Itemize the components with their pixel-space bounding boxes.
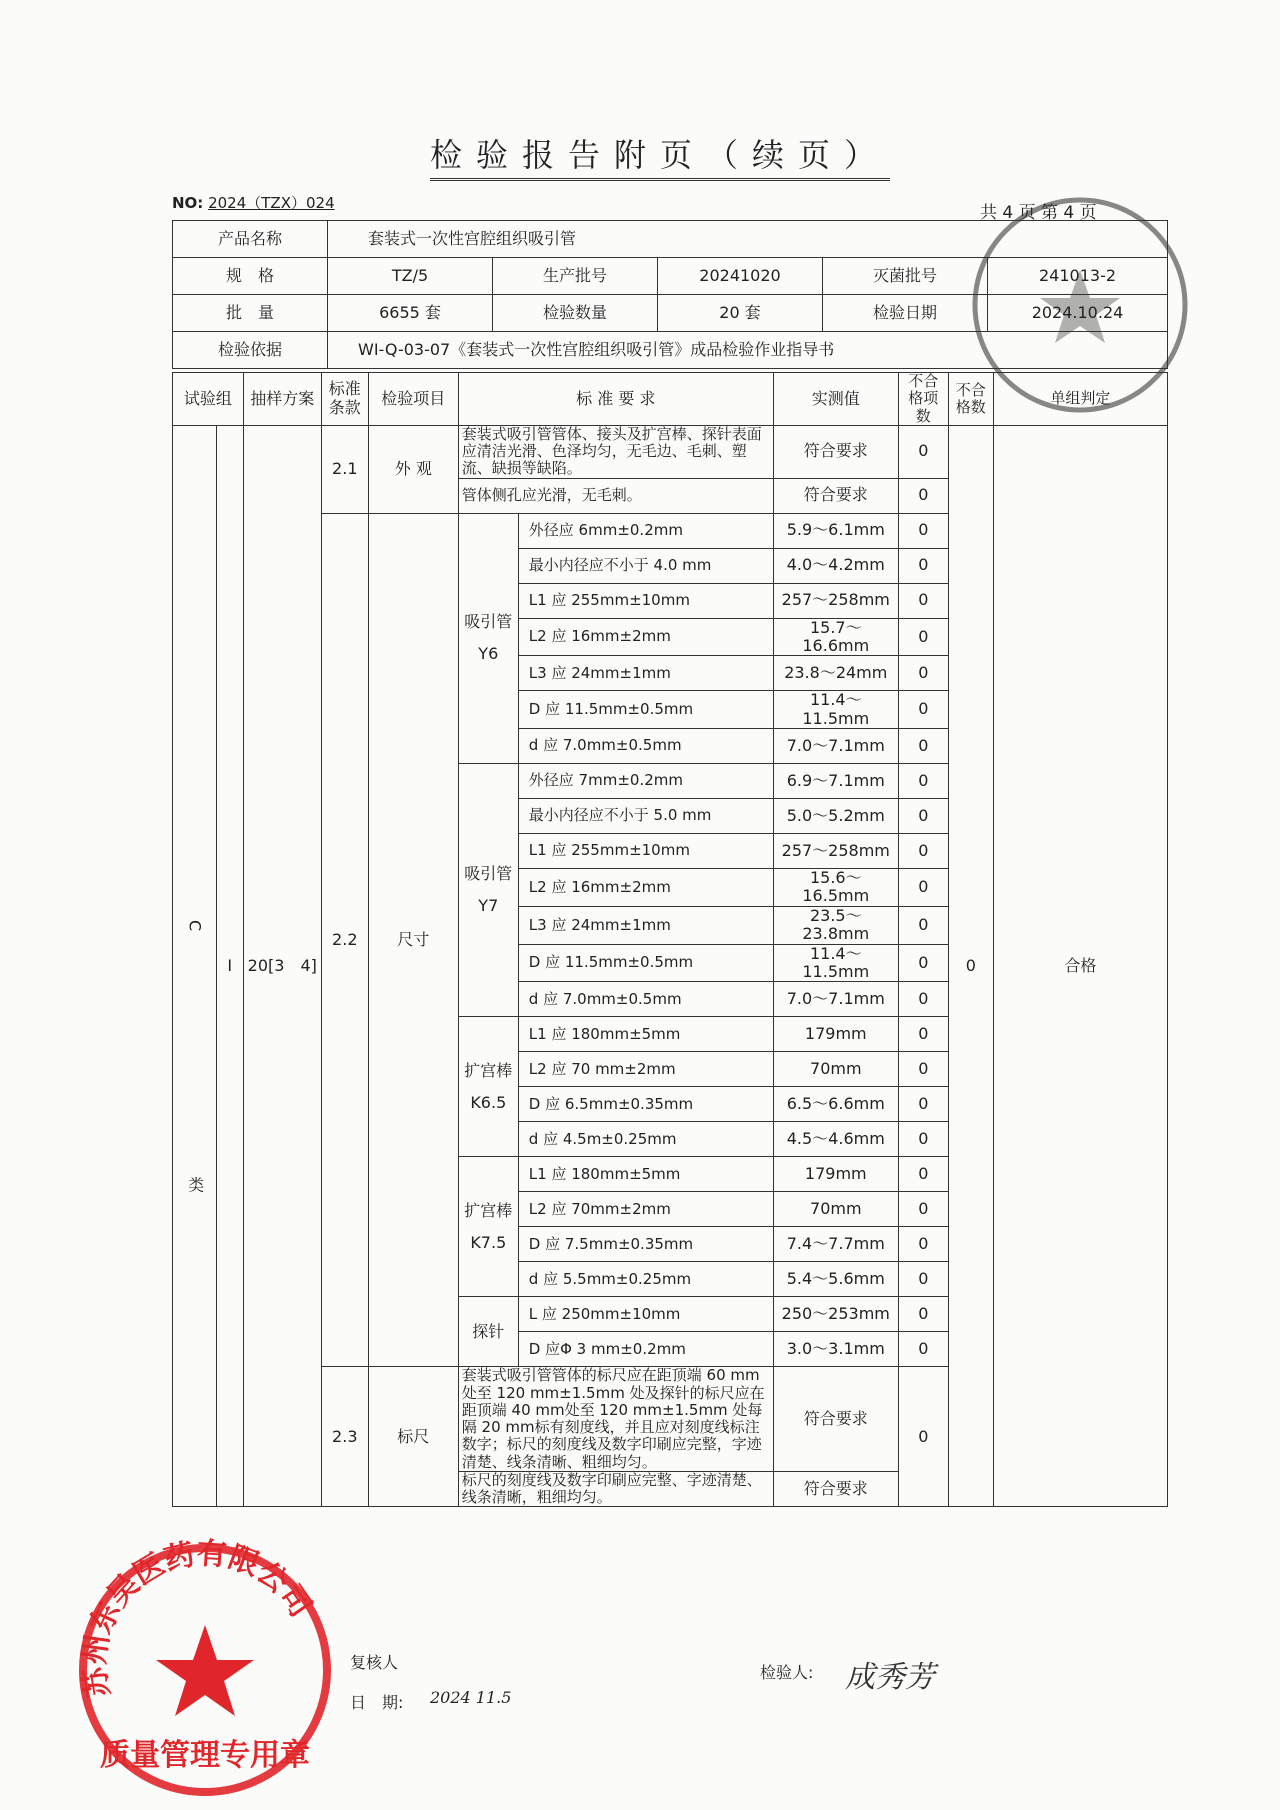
measured-value: 11.4～11.5mm [773,944,898,982]
component-group: 扩宫棒K7.5 [458,1157,518,1297]
clause-number: 2.2 [321,513,368,1367]
inspection-item: 标尺 [368,1367,458,1507]
requirement: L1 应 255mm±10mm [518,583,773,618]
inspector-label: 检验人: [760,1663,814,1682]
requirement: 套装式吸引管管体的标尺应在距顶端 60 mm处至 120 mm±1.5mm 处及探针的标尺应在距顶端 40 mm处至 120 mm±1.5mm 处每隔 20 mm标有刻度线，并且应对刻度线标注数字；标尺的刻度线及数字印刷应完整，字迹清楚、线条清晰、粗细均匀。 [458,1367,773,1472]
header-requirement: 标 准 要 求 [458,373,773,426]
measured-value: 70mm [773,1192,898,1227]
requirement: L2 应 70mm±2mm [518,1192,773,1227]
requirement: L 应 250mm±10mm [518,1297,773,1332]
inspection-table [172,372,1168,1507]
measured-value: 250～253mm [773,1297,898,1332]
nonconforming-items: 0 [898,944,948,982]
header-item: 检验项目 [368,373,458,426]
measured-value: 257～258mm [773,834,898,869]
label: 批 量 [173,295,328,332]
measured-value: 11.4～11.5mm [773,691,898,729]
requirement: D 应 6.5mm±0.35mm [518,1087,773,1122]
measured-value: 257～258mm [773,583,898,618]
nonconforming-items: 0 [898,691,948,729]
measured-value: 3.0～3.1mm [773,1332,898,1367]
component-group: 扩宫棒K6.5 [458,1017,518,1157]
requirement: 套装式吸引管管体、接头及扩宫棒、探针表面应清洁光滑、色泽均匀，无毛边、毛刺、塑流、缺损等缺陷。 [458,425,773,478]
qty-value: 20 套 [658,295,823,332]
nonconforming-items: 0 [898,1017,948,1052]
table-row [173,425,1168,478]
inspection-item: 外 观 [368,425,458,513]
nonconforming-items: 0 [898,548,948,583]
product-info-table [172,220,1168,369]
measured-value: 4.5～4.6mm [773,1122,898,1157]
nonconforming-items: 0 [898,1227,948,1262]
measured-value: 70mm [773,1052,898,1087]
label: 检验数量 [493,295,658,332]
prod-batch-value: 20241020 [658,258,823,295]
measured-value: 7.0～7.1mm [773,982,898,1017]
measured-value: 23.8～24mm [773,656,898,691]
requirement: 外径应 6mm±0.2mm [518,513,773,548]
measured-value: 6.5～6.6mm [773,1087,898,1122]
component-group: 探针 [458,1297,518,1367]
component-group: 吸引管Y7 [458,764,518,1017]
nonconforming-items: 0 [898,478,948,513]
header-judgement: 单组判定 [993,373,1167,426]
requirement: D 应 7.5mm±0.35mm [518,1227,773,1262]
measured-value: 6.9～7.1mm [773,764,898,799]
header-group: 试验组 [173,373,244,426]
measured-value: 15.7～16.6mm [773,618,898,656]
nonconforming-items: 0 [898,1192,948,1227]
spec-value: TZ/5 [328,258,493,295]
requirement: L3 应 24mm±1mm [518,656,773,691]
measured-value: 符合要求 [773,1367,898,1472]
reviewer-label: 复核人 [350,1653,399,1672]
measured-value: 符合要求 [773,478,898,513]
requirement: D 应 11.5mm±0.5mm [518,691,773,729]
requirement: L1 应 180mm±5mm [518,1017,773,1052]
test-group: C 类 [173,425,217,1507]
requirement: 外径应 7mm±0.2mm [518,764,773,799]
nonconforming-items: 0 [898,729,948,764]
inspection-item: 尺寸 [368,513,458,1367]
nonconforming-items: 0 [898,1367,948,1507]
inspector-signature: 成秀芳 [845,1660,935,1695]
nonconforming-items: 0 [898,1297,948,1332]
group-judgement: 合格 [993,425,1167,1507]
requirement: 最小内径应不小于 4.0 mm [518,548,773,583]
measured-value: 4.0～4.2mm [773,548,898,583]
nonconforming-items: 0 [898,656,948,691]
page-count: 共 4 页 第 4 页 [980,203,1097,223]
requirement: d 应 4.5m±0.25mm [518,1122,773,1157]
report-number-value: 2024（TZX）024 [208,194,335,212]
requirement: 最小内径应不小于 5.0 mm [518,799,773,834]
requirement: L1 应 255mm±10mm [518,834,773,869]
requirement: d 应 5.5mm±0.25mm [518,1262,773,1297]
measured-value: 15.6～16.5mm [773,869,898,907]
quality-seal-stamp [70,1535,340,1805]
basis-value: WI-Q-03-07《套装式一次性宫腔组织吸引管》成品检验作业指导书 [328,332,1168,369]
measured-value: 179mm [773,1017,898,1052]
requirement: d 应 7.0mm±0.5mm [518,982,773,1017]
label: 灭菌批号 [823,258,988,295]
nonconforming-items: 0 [898,425,948,478]
header-measured: 实测值 [773,373,898,426]
nonconforming-items: 0 [898,1332,948,1367]
measured-value: 符合要求 [773,1471,898,1507]
nonconforming-items: 0 [898,906,948,944]
measured-value: 符合要求 [773,425,898,478]
svg-text:苏州东吴医药有限公司: 苏州东吴医药有限公司 [77,1536,318,1700]
clause-number: 2.1 [321,425,368,513]
measured-value: 5.4～5.6mm [773,1262,898,1297]
product-name: 套装式一次性宫腔组织吸引管 [328,221,1168,258]
nonconforming-items: 0 [898,618,948,656]
nonconforming-items: 0 [898,1087,948,1122]
measured-value: 5.9～6.1mm [773,513,898,548]
nonconforming-items: 0 [898,1122,948,1157]
measured-value: 7.0～7.1mm [773,729,898,764]
component-group: 吸引管Y6 [458,513,518,764]
nonconforming-items: 0 [898,1262,948,1297]
label: 规 格 [173,258,328,295]
requirement: L2 应 16mm±2mm [518,618,773,656]
header-sampling: 抽样方案 [243,373,321,426]
date-label: 日 期: [350,1693,404,1712]
date-value: 2024.10.24 [988,295,1168,332]
requirement: D 应 11.5mm±0.5mm [518,944,773,982]
header-nc-count: 不合格数 [948,373,993,426]
sampling-plan: 20[3 4] [243,425,321,1507]
nonconforming-items: 0 [898,764,948,799]
report-number-label: NO: [172,194,204,212]
header-nc-items: 不合格项数 [898,373,948,426]
date-value: 2024 11.5 [430,1688,512,1707]
requirement: L1 应 180mm±5mm [518,1157,773,1192]
clause-number: 2.3 [321,1367,368,1507]
nonconforming-items: 0 [898,1157,948,1192]
requirement: D 应Φ 3 mm±0.2mm [518,1332,773,1367]
nonconforming-items: 0 [898,513,948,548]
requirement: d 应 7.0mm±0.5mm [518,729,773,764]
nonconforming-items: 0 [898,1052,948,1087]
label: 检验依据 [173,332,328,369]
page-title: 检验报告附页（续页） [430,130,890,181]
nonconforming-items: 0 [898,799,948,834]
nonconforming-items: 0 [898,583,948,618]
label: 产品名称 [173,221,328,258]
requirement: L2 应 70 mm±2mm [518,1052,773,1087]
measured-value: 179mm [773,1157,898,1192]
measured-value: 23.5～23.8mm [773,906,898,944]
lot-value: 6655 套 [328,295,493,332]
nonconforming-count: 0 [948,425,993,1507]
test-subgroup: I [216,425,243,1507]
steril-batch-value: 241013-2 [988,258,1168,295]
nonconforming-items: 0 [898,834,948,869]
requirement: L3 应 24mm±1mm [518,906,773,944]
measured-value: 5.0～5.2mm [773,799,898,834]
measured-value: 7.4～7.7mm [773,1227,898,1262]
requirement: 管体侧孔应光滑，无毛刺。 [458,478,773,513]
svg-text:质量管理专用章: 质量管理专用章 [100,1738,310,1773]
requirement: 标尺的刻度线及数字印刷应完整、字迹清楚、线条清晰，粗细均匀。 [458,1471,773,1507]
nonconforming-items: 0 [898,982,948,1017]
report-number [172,192,335,213]
label: 检验日期 [823,295,988,332]
label: 生产批号 [493,258,658,295]
header-clause: 标准条款 [321,373,368,426]
nonconforming-items: 0 [898,869,948,907]
requirement: L2 应 16mm±2mm [518,869,773,907]
